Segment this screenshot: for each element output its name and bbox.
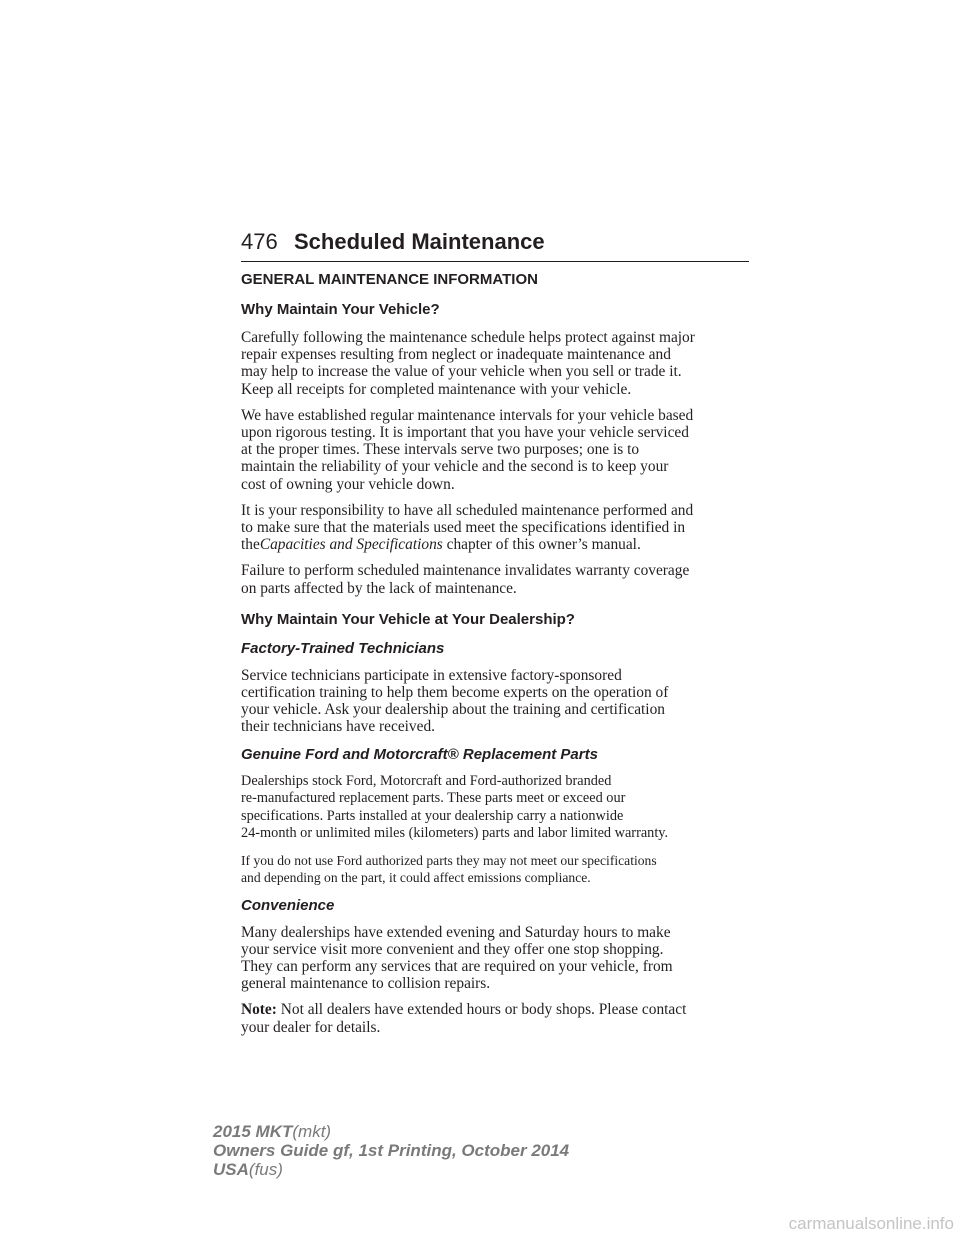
paragraph-warranty bbox=[241, 562, 751, 596]
text-line: Failure to perform scheduled maintenance invalidates warranty coverage bbox=[241, 562, 690, 580]
footer-line bbox=[213, 1160, 569, 1179]
text-line: your dealer for details. bbox=[241, 1018, 381, 1036]
text-line: repair expenses resulting from neglect or inadequate maintenance and bbox=[241, 346, 671, 364]
text-line: your vehicle. Ask your dealership about the training and certification bbox=[241, 701, 665, 719]
text-line: may help to increase the value of your vehicle when you sell or trade it. bbox=[241, 363, 682, 381]
text-line: Many dealerships have extended evening and Saturday hours to make bbox=[241, 923, 671, 941]
site-watermark: carmanualsonline.info bbox=[788, 1214, 954, 1233]
chapter-reference: Capacities and Specifications bbox=[259, 536, 443, 554]
text-line: Carefully following the maintenance schedule helps protect against major bbox=[241, 329, 695, 346]
why-maintain-heading: Why Maintain Your Vehicle? bbox=[241, 301, 440, 318]
page-number: 476 bbox=[241, 229, 278, 254]
text-line: at the proper times. These intervals serve two purposes; one is to bbox=[241, 441, 640, 459]
text-line: and depending on the part, it could affect emissions compliance. bbox=[241, 870, 591, 886]
text-line: It is your responsibility to have all scheduled maintenance performed and bbox=[241, 501, 694, 519]
chapter-title: Scheduled Maintenance bbox=[294, 229, 545, 254]
paragraph-convenience bbox=[241, 924, 751, 993]
note-paragraph bbox=[241, 1001, 751, 1035]
page-content bbox=[241, 268, 751, 1045]
text-line: cost of owning your vehicle down. bbox=[241, 475, 455, 493]
text-line: certification training to help them become experts on the operation of bbox=[241, 684, 669, 702]
paragraph-technicians bbox=[241, 667, 751, 736]
footer-edition: Owners Guide gf, 1st Printing, October 2014 bbox=[213, 1141, 570, 1160]
paragraph-intro bbox=[241, 329, 751, 398]
technicians-heading: Factory-Trained Technicians bbox=[241, 639, 445, 657]
text-fragment: chapter of this owner’s manual. bbox=[442, 536, 641, 554]
text-line: on parts affected by the lack of maintenance. bbox=[241, 579, 517, 597]
section-title: GENERAL MAINTENANCE INFORMATION bbox=[241, 271, 538, 288]
text-line: upon rigorous testing. It is important that you have your vehicle serviced bbox=[241, 424, 689, 442]
footer-market-code: (fus) bbox=[248, 1160, 283, 1179]
paragraph-parts bbox=[241, 773, 751, 843]
text-line: If you do not use Ford authorized parts they may not meet our specifications bbox=[241, 852, 657, 868]
text-line: Service technicians participate in extensive factory-sponsored bbox=[241, 666, 622, 684]
text-line: 24-month or unlimited miles (kilometers) parts and labor limited warranty. bbox=[241, 825, 669, 842]
paragraph-responsibility bbox=[241, 502, 751, 554]
text-line: maintain the reliability of your vehicle and the second is to keep your bbox=[241, 458, 669, 476]
convenience-heading: Convenience bbox=[241, 896, 335, 914]
text-line: specifications. Parts installed at your dealership carry a nationwide bbox=[241, 807, 624, 824]
footer-line bbox=[213, 1122, 569, 1141]
note-label: Note: bbox=[241, 1001, 277, 1019]
text-line: re-manufactured replacement parts. These parts meet or exceed our bbox=[241, 790, 626, 807]
footer-model: 2015 MKT bbox=[213, 1122, 293, 1141]
text-line: Dealerships stock Ford, Motorcraft and Ford-authorized branded bbox=[241, 772, 612, 789]
print-footer bbox=[213, 1122, 569, 1179]
footer-model-code: (mkt) bbox=[292, 1122, 332, 1141]
page-header bbox=[241, 227, 749, 262]
text-line: Keep all receipts for completed maintenance with your vehicle. bbox=[241, 380, 632, 398]
text-fragment: the bbox=[241, 536, 260, 554]
paragraph-intervals bbox=[241, 407, 751, 493]
text-line: to make sure that the materials used meet the specifications identified in bbox=[241, 519, 686, 537]
paragraph-parts-emissions bbox=[241, 852, 751, 887]
text-line: your service visit more convenient and they offer one stop shopping. bbox=[241, 940, 664, 958]
text-fragment: Not all dealers have extended hours or body shops. Please contact bbox=[276, 1001, 687, 1019]
text-line bbox=[241, 536, 751, 553]
dealership-heading: Why Maintain Your Vehicle at Your Dealership? bbox=[241, 610, 575, 628]
text-line: their technicians have received. bbox=[241, 718, 435, 736]
text-line: general maintenance to collision repairs. bbox=[241, 975, 491, 993]
text-line: We have established regular maintenance intervals for your vehicle based bbox=[241, 406, 694, 424]
text-line: They can perform any services that are required on your vehicle, from bbox=[241, 958, 673, 976]
text-line bbox=[241, 1001, 751, 1018]
footer-market: USA bbox=[213, 1160, 249, 1179]
parts-heading: Genuine Ford and Motorcraft® Replacement Parts bbox=[241, 745, 598, 763]
